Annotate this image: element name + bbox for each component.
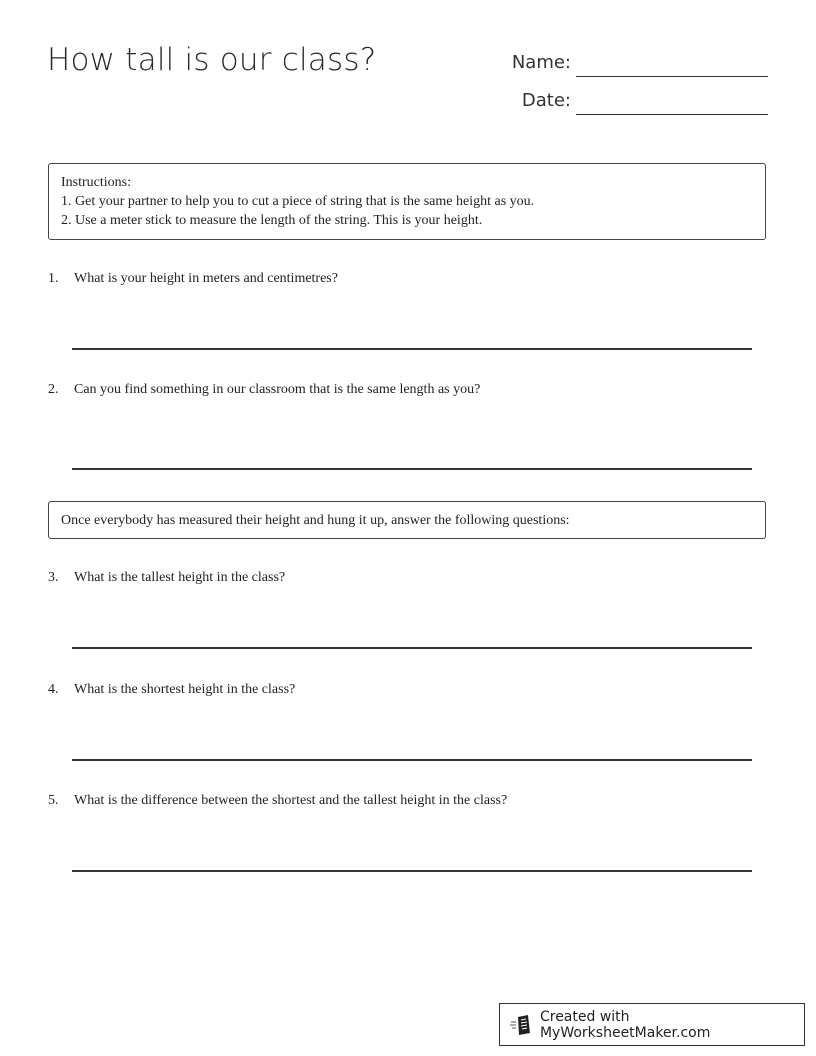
date-field[interactable] — [576, 114, 768, 115]
question — [48, 793, 507, 809]
answer-line[interactable] — [72, 348, 752, 350]
name-label: Name: — [511, 52, 571, 73]
worksheet-logo-icon — [510, 1014, 532, 1036]
answer-line[interactable] — [72, 870, 752, 872]
instructions-heading: Instructions: — [61, 175, 131, 190]
question-text: What is the tallest height in the class? — [74, 570, 286, 585]
answer-line[interactable] — [72, 759, 752, 761]
question-number: 5. — [48, 793, 59, 808]
question-number: 2. — [48, 382, 59, 397]
instruction-step: 1. Get your partner to help you to cut a piece of string that is the same height as you. — [61, 194, 535, 209]
instructions-box — [48, 163, 766, 240]
name-field[interactable] — [576, 76, 768, 77]
question-number: 1. — [48, 271, 59, 286]
question-text: What is the shortest height in the class? — [74, 682, 296, 697]
question — [48, 682, 295, 698]
note-box — [48, 501, 766, 539]
footer-badge[interactable] — [499, 1003, 805, 1046]
question-number: 4. — [48, 682, 59, 697]
note-text: Once everybody has measured their height and hung it up, answer the following questions: — [61, 513, 570, 528]
instruction-step: 2. Use a meter stick to measure the length of the string. This is your height. — [61, 213, 483, 228]
question-number: 3. — [48, 570, 59, 585]
answer-line[interactable] — [72, 468, 752, 470]
question — [48, 570, 285, 586]
question-text: What is the difference between the shortest and the tallest height in the class? — [74, 793, 508, 808]
question — [48, 382, 480, 398]
footer-text: Created with MyWorksheetMaker.com — [539, 1008, 711, 1041]
question-text: Can you find something in our classroom that is the same length as you? — [74, 382, 481, 397]
question — [48, 271, 338, 287]
worksheet-title: How tall is our class? — [47, 42, 377, 78]
answer-line[interactable] — [72, 647, 752, 649]
date-label: Date: — [521, 90, 571, 111]
question-text: What is your height in meters and centimetres? — [74, 271, 338, 286]
